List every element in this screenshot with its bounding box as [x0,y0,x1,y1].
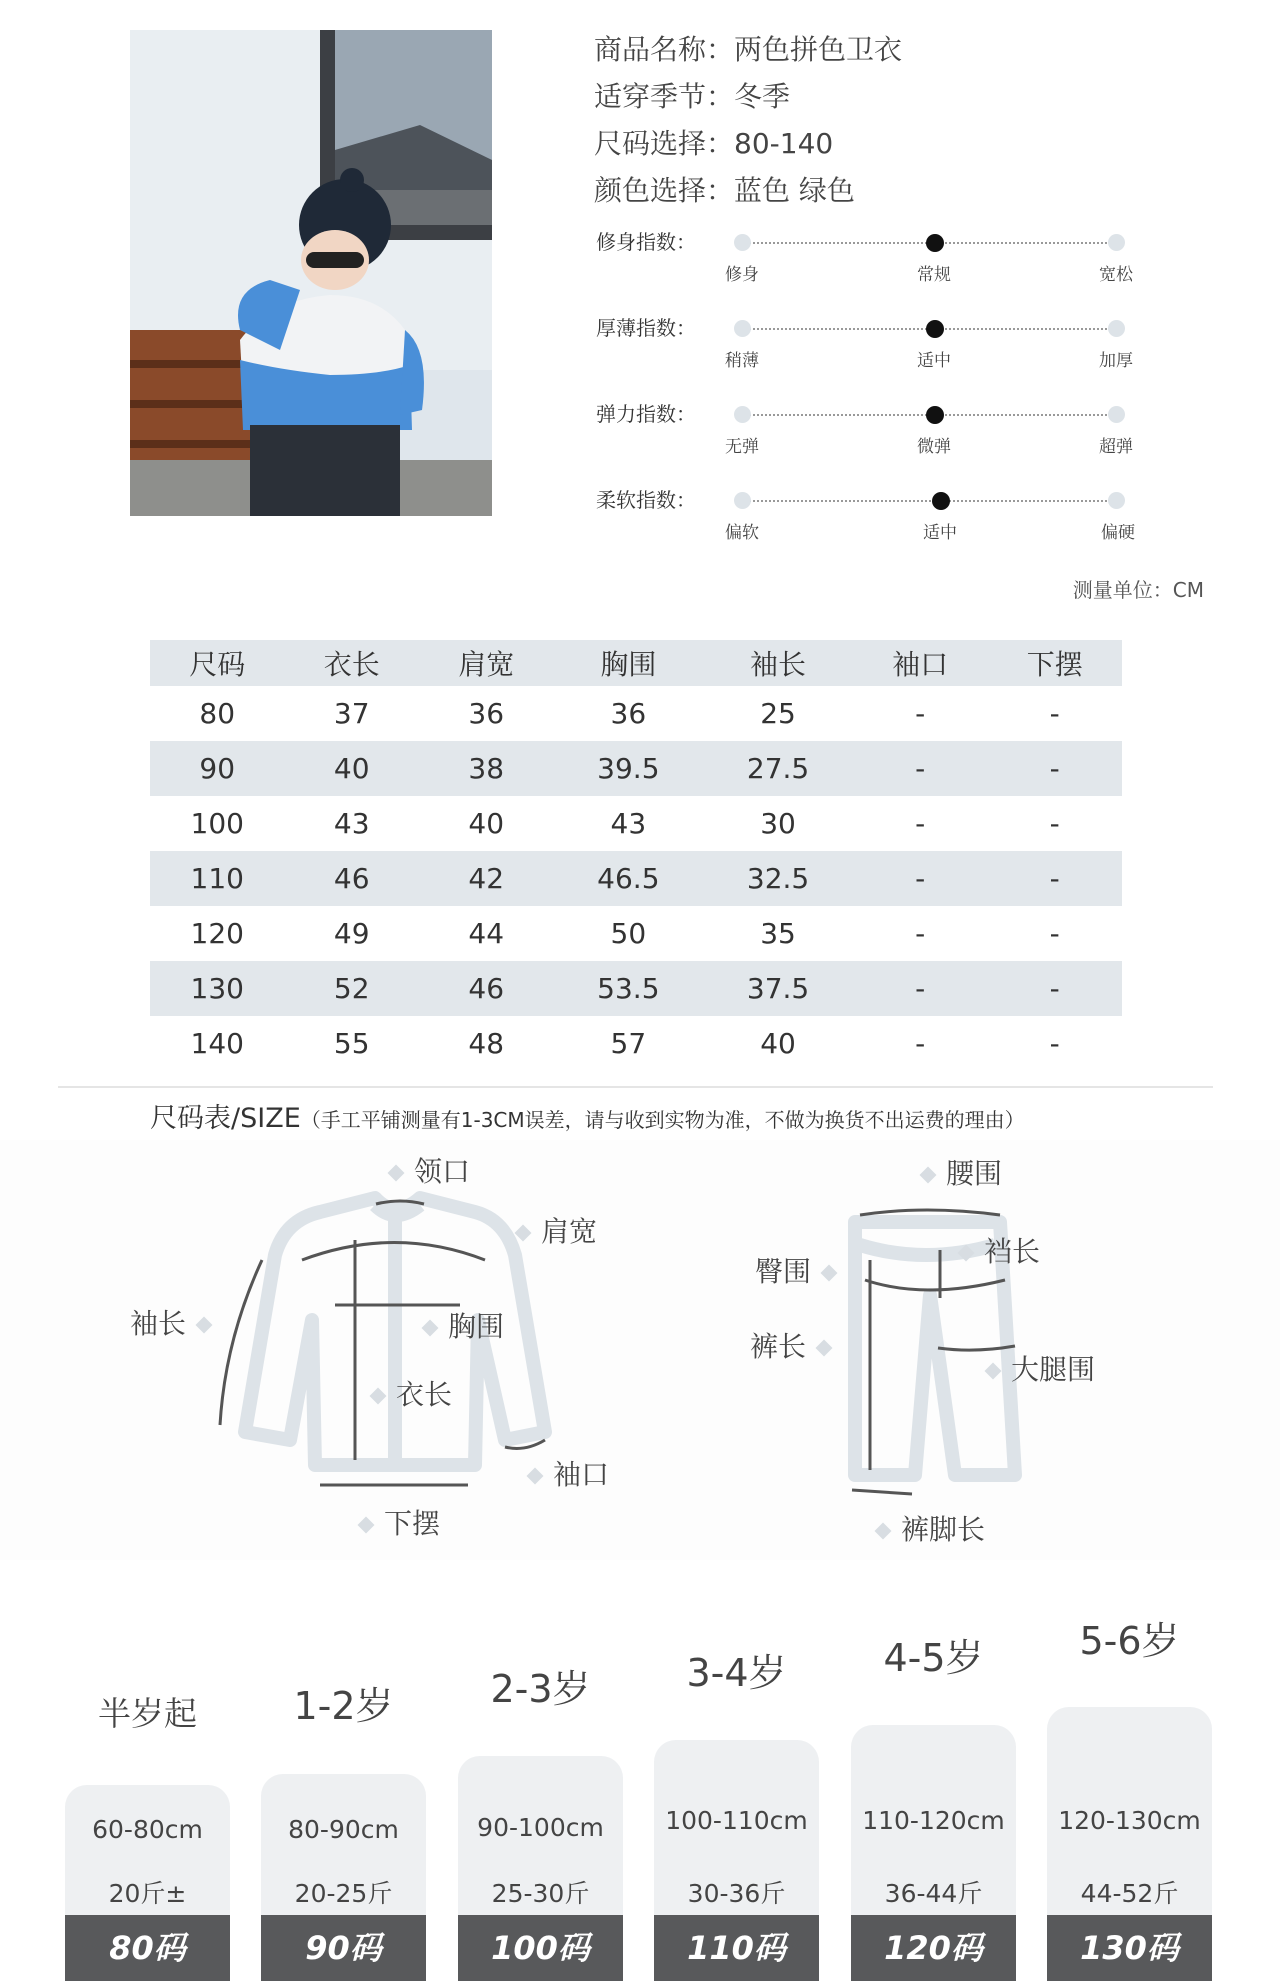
index-dot [1108,320,1125,337]
index-dot-selected [932,492,950,510]
product-photo [130,30,492,516]
measurement-diagram [0,1140,1280,1560]
label-length: 衣长 [360,1373,452,1413]
size-code-badge: 130码 [1047,1915,1212,1981]
index-dot [734,492,751,509]
diamond-icon [985,1363,1002,1380]
age-card-body: 80-90cm 20-25斤 90码 [261,1774,426,1981]
size-code-badge: 110码 [654,1915,819,1981]
size-table [150,640,1122,1071]
index-dot [734,234,751,251]
diamond-icon [515,1225,532,1242]
age-card: 5-6岁 120-130cm 44-52斤 130码 [1047,1570,1212,1981]
spec-size: 尺码选择：80-140 [594,127,834,160]
index-dot-selected [926,406,944,424]
label-shoulder: 肩宽 [505,1210,597,1250]
diamond-icon [875,1523,892,1540]
label-sleeve-length: 袖长 [130,1302,222,1342]
elasticity-index: 弹力指数： 无弹 微弹 超弹 [596,402,1133,457]
label-pants-length: 裤长 [750,1325,842,1365]
diamond-icon [370,1388,387,1405]
diamond-icon [196,1317,213,1334]
product-specs [594,26,902,214]
size-code-badge: 120码 [851,1915,1016,1981]
softness-index: 柔软指数： 偏软 适中 偏硬 [596,488,1135,543]
table-row: 100 43 40 43 30 - - [190,807,1060,840]
index-dot [734,406,751,423]
index-dot-selected [926,234,944,252]
index-dot [1108,492,1125,509]
diamond-icon [388,1165,405,1182]
label-hem: 下摆 [348,1502,440,1542]
table-row: 130 52 46 53.5 37.5 - - [150,961,1122,1016]
diamond-icon [821,1265,838,1282]
diamond-icon [422,1320,439,1337]
spec-color: 颜色选择：蓝色 绿色 [594,174,855,207]
index-dot [1108,234,1125,251]
diamond-icon [816,1340,833,1357]
table-row: 140 55 48 57 40 - - [190,1027,1060,1060]
age-card: 3-4岁 100-110cm 30-36斤 110码 [654,1570,819,1981]
label-thigh: 大腿围 [975,1348,1095,1388]
label-rise: 裆长 [948,1230,1040,1270]
thickness-index: 厚薄指数： 稍薄 适中 加厚 [596,316,1133,371]
size-note: 尺码表/SIZE（手工平铺测量有1-3CM误差，请与收到实物为准，不做为换货不出运费的理由） [150,1103,1025,1134]
age-card-body: 110-120cm 36-44斤 120码 [851,1725,1016,1981]
child-in-hoodie-photo [130,30,492,516]
fit-indexes [596,226,1156,570]
section-divider [58,1086,1213,1088]
age-card: 2-3岁 90-100cm 25-30斤 100码 [458,1570,623,1981]
fit-index: 修身指数： 修身 常规 宽松 [596,230,1133,285]
table-row: 120 49 44 50 35 - - [190,917,1060,950]
table-row: 110 46 42 46.5 32.5 - - [150,851,1122,906]
measurement-unit: 测量单位：CM [1072,578,1204,602]
age-card: 4-5岁 110-120cm 36-44斤 120码 [851,1570,1016,1981]
label-hip: 臀围 [755,1250,847,1290]
age-card-body: 60-80cm 20斤± 80码 [65,1785,230,1981]
diamond-icon [527,1468,544,1485]
index-dot [734,320,751,337]
table-header-row: 尺码 衣长 肩宽 胸围 袖长 袖口 下摆 [150,640,1122,686]
spec-name: 商品名称：两色拼色卫衣 [594,33,903,66]
diamond-icon [920,1167,937,1184]
age-card-body: 90-100cm 25-30斤 100码 [458,1756,623,1981]
label-waist: 腰围 [910,1152,1002,1192]
age-card-body: 120-130cm 44-52斤 130码 [1047,1707,1212,1981]
spec-season: 适穿季节：冬季 [594,80,791,113]
index-dot [1108,406,1125,423]
diamond-icon [358,1517,375,1534]
size-code-badge: 100码 [458,1915,623,1981]
table-row: 80 37 36 36 25 - - [199,697,1060,730]
table-row: 90 40 38 39.5 27.5 - - [150,741,1122,796]
size-code-badge: 90码 [261,1915,426,1981]
label-chest: 胸围 [412,1305,504,1345]
size-code-badge: 80码 [65,1915,230,1981]
age-card: 1-2岁 80-90cm 20-25斤 90码 [261,1570,426,1981]
index-dot-selected [926,320,944,338]
age-card: 半岁起 60-80cm 20斤± 80码 [65,1570,230,1981]
age-card-body: 100-110cm 30-36斤 110码 [654,1740,819,1981]
label-collar: 领口 [378,1150,470,1190]
diamond-icon [958,1245,975,1262]
label-leg-opening: 裤脚长 [865,1508,985,1548]
label-cuff: 袖口 [517,1453,609,1493]
